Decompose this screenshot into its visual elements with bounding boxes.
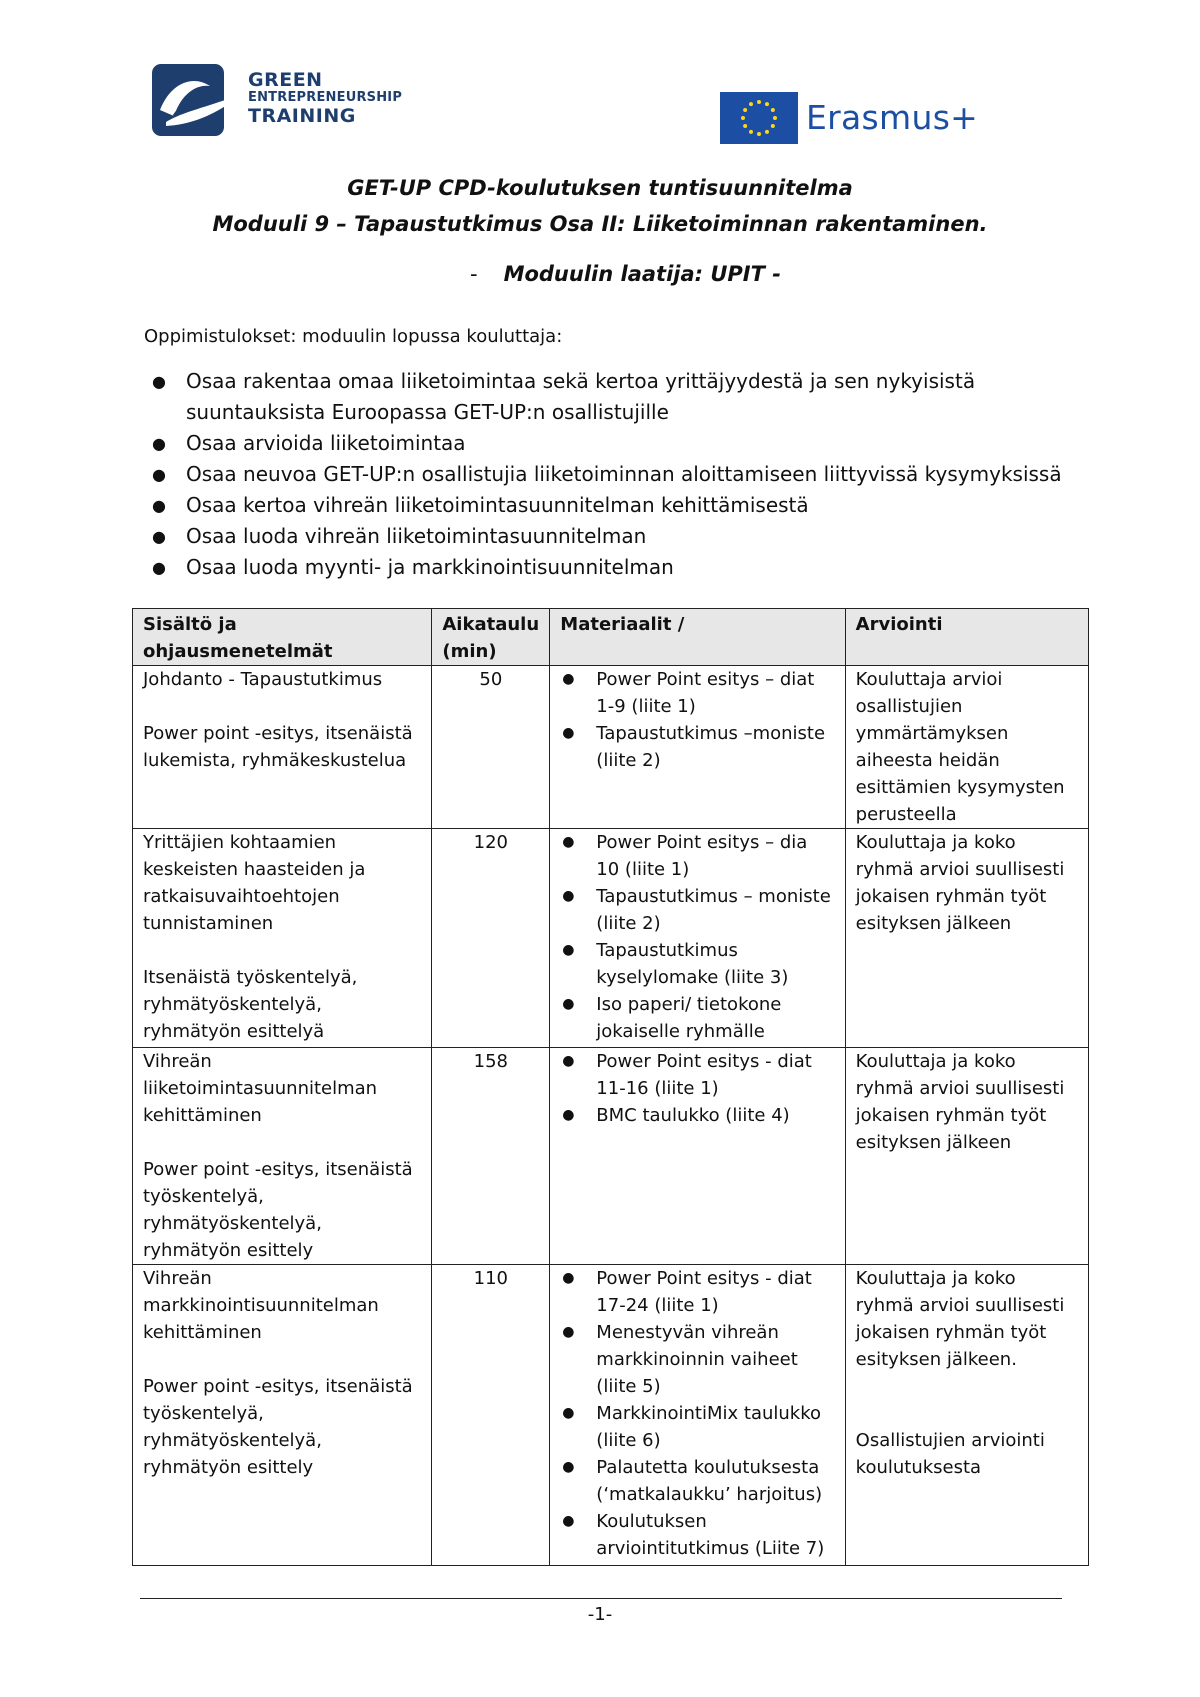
author-dash: - bbox=[470, 262, 478, 286]
time-cell: 110 bbox=[432, 1265, 550, 1566]
erasmus-plus-wordmark: Erasmus+ bbox=[806, 98, 979, 137]
table-row bbox=[133, 829, 1089, 1048]
evaluation-cell: Kouluttaja arvioi osallistujien ymmärtämyksen aiheesta heidän esittämien kysymysten perusteella bbox=[845, 666, 1088, 829]
bullet-icon: ● bbox=[152, 527, 166, 546]
bullet-icon: ● bbox=[152, 372, 166, 391]
list-item: ● Osaa luoda myynti- ja markkinointisuunnitelman bbox=[144, 552, 1084, 583]
erasmus-plus-logo bbox=[720, 92, 980, 148]
list-item: ● BMC taulukko (liite 4) bbox=[560, 1102, 834, 1129]
bullet-icon: ● bbox=[562, 1053, 575, 1069]
list-item: ● Tapaustutkimus –moniste (liite 2) bbox=[560, 720, 834, 774]
list-item: ● Osaa neuvoa GET-UP:n osallistujia liiketoiminnan aloittamiseen liittyvissä kysymyksissä bbox=[144, 459, 1084, 490]
content-cell: Vihreän markkinointisuunnitelman kehittäminen Power point -esitys, itsenäistä työskentelyä, ryhmätyöskentelyä, ryhmätyön esittely bbox=[133, 1265, 432, 1566]
module-title: Moduuli 9 – Tapaustutkimus Osa II: Liiketoiminnan rakentaminen. bbox=[212, 212, 988, 236]
page-number: -1- bbox=[587, 1604, 613, 1625]
list-item: ● Palautetta koulutuksesta (‘matkalaukku’ harjoitus) bbox=[560, 1454, 834, 1508]
eu-star-icon bbox=[743, 108, 747, 112]
header-materials: Materiaalit / bbox=[550, 609, 845, 666]
eu-star-icon bbox=[771, 108, 775, 112]
bullet-icon: ● bbox=[562, 1459, 575, 1475]
eu-star-icon bbox=[765, 130, 769, 134]
materials-cell bbox=[550, 666, 845, 829]
learning-outcomes-list bbox=[144, 366, 1084, 583]
evaluation-cell: Kouluttaja ja koko ryhmä arvioi suullisesti jokaisen ryhmän työt esityksen jälkeen. Osallistujien arviointi koulutuksesta bbox=[845, 1265, 1088, 1566]
list-item: ● Power Point esitys - diat 17-24 (liite 1) bbox=[560, 1265, 834, 1319]
materials-cell bbox=[550, 829, 845, 1048]
list-item: ● Menestyvän vihreän markkinoinnin vaiheet (liite 5) bbox=[560, 1319, 834, 1400]
eu-star-icon bbox=[773, 116, 777, 120]
get-logo-mark-icon bbox=[152, 64, 224, 136]
content-cell: Yrittäjien kohtaamien keskeisten haasteiden ja ratkaisuvaihtoehtojen tunnistaminen Itsenäistä työskentelyä, ryhmätyöskentelyä, ryhmätyön esittelyä bbox=[133, 829, 432, 1048]
lesson-plan-table bbox=[132, 608, 1089, 1566]
learning-outcomes-intro: Oppimistulokset: moduulin lopussa kouluttaja: bbox=[144, 326, 563, 347]
table-header-row bbox=[133, 609, 1089, 666]
bullet-icon: ● bbox=[562, 1405, 575, 1421]
green-entrepreneurship-training-logo bbox=[152, 64, 403, 140]
time-cell: 158 bbox=[432, 1048, 550, 1265]
list-item: ● Tapaustutkimus – moniste (liite 2) bbox=[560, 883, 834, 937]
evaluation-cell: Kouluttaja ja koko ryhmä arvioi suullisesti jokaisen ryhmän työt esityksen jälkeen bbox=[845, 829, 1088, 1048]
author-text: Moduulin laatija: UPIT - bbox=[503, 262, 781, 286]
eu-star-icon bbox=[757, 100, 761, 104]
list-item: ● Osaa rakentaa omaa liiketoimintaa sekä kertoa yrittäjyydestä ja sen nykyisistä suuntauksista Euroopassa GET-UP:n osallistujille bbox=[144, 366, 1084, 428]
bullet-icon: ● bbox=[562, 1107, 575, 1123]
list-item: ● Osaa luoda vihreän liiketoimintasuunnitelman bbox=[144, 521, 1084, 552]
bullet-icon: ● bbox=[562, 1324, 575, 1340]
bullet-icon: ● bbox=[562, 725, 575, 741]
bullet-icon: ● bbox=[562, 1513, 575, 1529]
evaluation-cell: Kouluttaja ja koko ryhmä arvioi suullisesti jokaisen ryhmän työt esityksen jälkeen bbox=[845, 1048, 1088, 1265]
eu-star-icon bbox=[771, 124, 775, 128]
header-time: Aikataulu (min) bbox=[432, 609, 550, 666]
bullet-icon: ● bbox=[152, 496, 166, 515]
list-item: ● Power Point esitys - diat 11-16 (liite 1) bbox=[560, 1048, 834, 1102]
eu-star-icon bbox=[749, 130, 753, 134]
bullet-icon: ● bbox=[562, 996, 575, 1012]
bullet-icon: ● bbox=[152, 434, 166, 453]
eu-star-icon bbox=[749, 102, 753, 106]
eu-flag-icon bbox=[720, 92, 798, 144]
get-logo-line3: TRAINING bbox=[248, 105, 356, 127]
get-logo-text bbox=[248, 70, 402, 126]
footer-divider bbox=[140, 1598, 1062, 1599]
bullet-icon: ● bbox=[562, 671, 575, 687]
content-cell: Johdanto - Tapaustutkimus Power point -esitys, itsenäistä lukemista, ryhmäkeskustelua bbox=[133, 666, 432, 829]
bullet-icon: ● bbox=[562, 942, 575, 958]
list-item: ● Tapaustutkimus kyselylomake (liite 3) bbox=[560, 937, 834, 991]
bullet-icon: ● bbox=[562, 888, 575, 904]
list-item: ● Osaa arvioida liiketoimintaa bbox=[144, 428, 1084, 459]
time-cell: 120 bbox=[432, 829, 550, 1048]
materials-cell bbox=[550, 1265, 845, 1566]
list-item: ● Power Point esitys – diat 1-9 (liite 1) bbox=[560, 666, 834, 720]
header-content: Sisältö ja ohjausmenetelmät bbox=[133, 609, 432, 666]
list-item: ● MarkkinointiMix taulukko (liite 6) bbox=[560, 1400, 834, 1454]
eu-star-icon bbox=[743, 124, 747, 128]
header-evaluation: Arviointi bbox=[845, 609, 1088, 666]
document-title: GET-UP CPD-koulutuksen tuntisuunnitelma bbox=[347, 176, 853, 200]
content-cell: Vihreän liiketoimintasuunnitelman kehittäminen Power point -esitys, itsenäistä työskentelyä, ryhmätyöskentelyä, ryhmätyön esittely bbox=[133, 1048, 432, 1265]
module-author bbox=[470, 262, 781, 286]
materials-cell bbox=[550, 1048, 845, 1265]
bullet-icon: ● bbox=[152, 465, 166, 484]
eu-star-icon bbox=[757, 132, 761, 136]
get-logo-line2: ENTREPRENEURSHIP bbox=[248, 90, 403, 105]
list-item: ● Osaa kertoa vihreän liiketoimintasuunnitelman kehittämisestä bbox=[144, 490, 1084, 521]
table-row bbox=[133, 1048, 1089, 1265]
bullet-icon: ● bbox=[562, 834, 575, 850]
eu-star-icon bbox=[741, 116, 745, 120]
eu-star-icon bbox=[765, 102, 769, 106]
table-row bbox=[133, 1265, 1089, 1566]
list-item: ● Iso paperi/ tietokone jokaiselle ryhmälle bbox=[560, 991, 834, 1045]
list-item: ● Power Point esitys – dia 10 (liite 1) bbox=[560, 829, 834, 883]
time-cell: 50 bbox=[432, 666, 550, 829]
get-logo-line1: GREEN bbox=[248, 69, 323, 91]
list-item: ● Koulutuksen arviointitutkimus (Liite 7) bbox=[560, 1508, 834, 1562]
bullet-icon: ● bbox=[562, 1270, 575, 1286]
bullet-icon: ● bbox=[152, 558, 166, 577]
table-row bbox=[133, 666, 1089, 829]
